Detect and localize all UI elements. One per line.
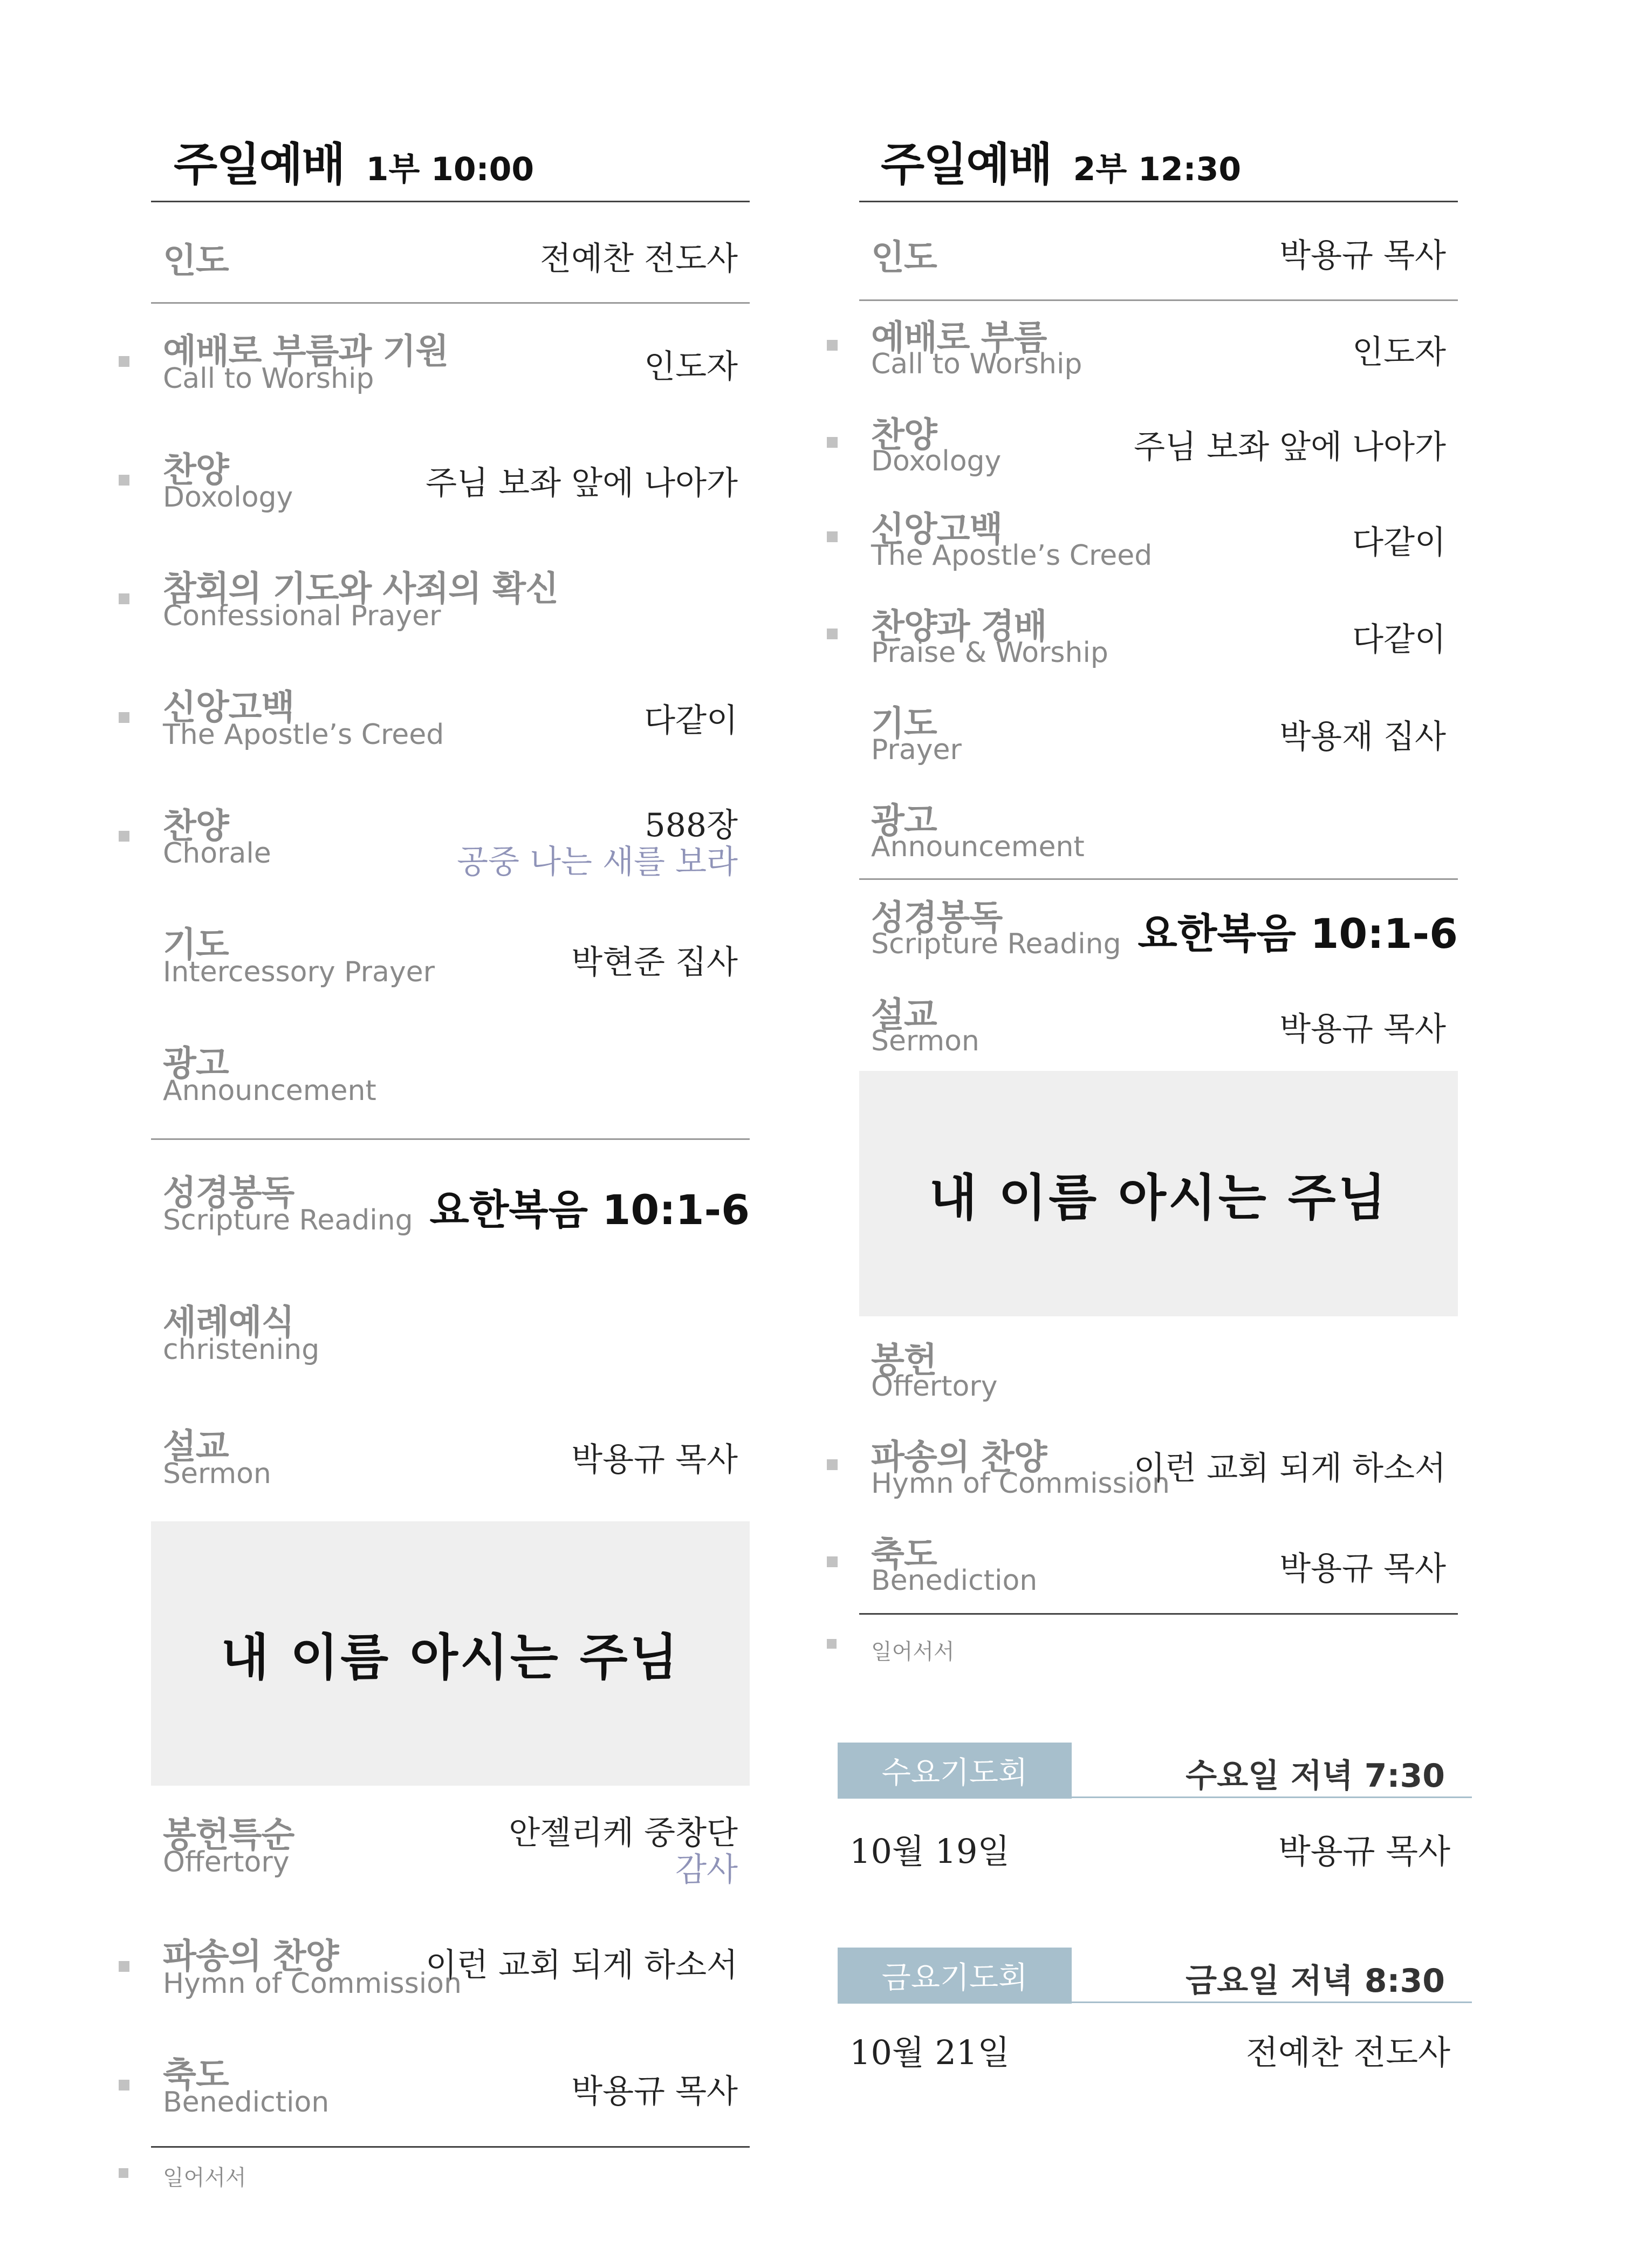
bullet-icon: [827, 1556, 838, 1567]
sermon-title: 내 이름 아시는 주님: [221, 1629, 680, 1686]
item-kr: 파송의 찬양: [871, 1438, 1047, 1478]
item-value: 박용규 목사: [1279, 1550, 1446, 1588]
scripture-ref: 요한복음 10:1-6: [429, 1186, 750, 1234]
item-value: 인도자: [644, 348, 738, 386]
note-text: 일어서서: [871, 1639, 955, 1664]
sermon-title-box: [859, 1071, 1458, 1316]
leader-label: 인도: [163, 241, 229, 281]
item-en: Doxology: [163, 481, 293, 514]
sermon-title: 내 이름 아시는 주님: [929, 1169, 1388, 1227]
item-value: 인도자: [1352, 333, 1446, 371]
item-kr: 찬양과 경배: [871, 607, 1047, 647]
leader-value: 전예찬 전도사: [540, 240, 738, 278]
bullet-icon: [119, 712, 129, 723]
item-value: 박용재 집사: [1279, 718, 1446, 756]
divider: [859, 299, 1458, 301]
service-title: 주일예배: [174, 138, 345, 191]
item-kr: 봉헌특순: [163, 1815, 294, 1855]
item-value-sub: 감사: [675, 1851, 738, 1889]
item-en: The Apostle’s Creed: [163, 719, 444, 751]
item-en: Announcement: [163, 1075, 376, 1107]
service-time: 2부 12:30: [1073, 151, 1242, 188]
item-en: Scripture Reading: [163, 1204, 413, 1237]
wednesday-divider: [838, 1796, 1472, 1798]
item-kr: 광고: [163, 1044, 229, 1084]
item-en: Chorale: [163, 837, 271, 870]
wednesday-date: 10월 19일: [849, 1832, 1010, 1871]
scripture-ref: 요한복음 10:1-6: [1137, 910, 1458, 958]
item-en: Doxology: [871, 445, 1002, 477]
item-value: 이런 교회 되게 하소서: [1134, 1450, 1446, 1487]
bullet-icon: [827, 1459, 838, 1470]
item-en: Hymn of Commission: [871, 1467, 1170, 1500]
footer-divider: [151, 2146, 750, 2148]
item-kr: 참회의 기도와 사죄의 확신: [163, 569, 558, 609]
item-kr: 축도: [163, 2055, 229, 2095]
bullet-icon: [827, 629, 838, 639]
wednesday-tag: 수요기도회: [838, 1743, 1072, 1799]
hymn-title: 공중 나는 새를 보라: [457, 843, 738, 881]
item-en: Call to Worship: [871, 348, 1082, 380]
item-en: Scripture Reading: [871, 928, 1121, 960]
bullet-icon: [827, 437, 838, 448]
hymn-number: 588장: [645, 807, 738, 844]
item-value: 다같이: [1352, 621, 1446, 659]
service-time: 1부 10:00: [366, 151, 534, 188]
wednesday-leader: 박용규 목사: [1278, 1832, 1450, 1871]
item-kr: 설교: [871, 995, 937, 1035]
item-en: Offertory: [163, 1846, 290, 1878]
divider: [859, 878, 1458, 880]
leader-value: 박용규 목사: [1279, 237, 1446, 275]
bullet-icon: [827, 531, 838, 542]
bullet-icon: [827, 340, 838, 351]
bullet-icon: [119, 2168, 128, 2178]
footer-divider: [859, 1613, 1458, 1615]
item-en: Praise & Worship: [871, 637, 1108, 669]
bullet-icon: [119, 2080, 129, 2091]
item-kr: 예배로 부름: [871, 318, 1047, 358]
item-en: Sermon: [871, 1025, 979, 1057]
item-kr: 찬양: [871, 415, 937, 455]
friday-time: 금요일 저녁 8:30: [1185, 1962, 1445, 2000]
item-kr: 축도: [871, 1535, 937, 1575]
item-value: 주님 보좌 앞에 나아가: [426, 464, 738, 502]
item-value: 다같이: [1352, 524, 1446, 562]
bullet-icon: [119, 475, 129, 486]
friday-tag: 금요기도회: [838, 1948, 1072, 2004]
bullet-icon: [119, 1961, 129, 1972]
item-value: 박용규 목사: [1279, 1010, 1446, 1048]
item-kr: 기도: [163, 925, 229, 965]
item-en: Intercessory Prayer: [163, 956, 435, 988]
item-kr: 찬양: [163, 807, 229, 846]
item-en: Prayer: [871, 734, 962, 766]
item-en: Announcement: [871, 831, 1085, 863]
item-kr: 신앙고백: [871, 510, 1003, 550]
bullet-icon: [119, 831, 129, 842]
item-kr: 예배로 부름과 기원: [163, 332, 449, 372]
item-en: Hymn of Commission: [163, 1968, 462, 2000]
item-en: Benediction: [871, 1565, 1038, 1597]
item-value: 다같이: [644, 702, 738, 740]
item-value: 이런 교회 되게 하소서: [426, 1946, 738, 1984]
item-kr: 신앙고백: [163, 688, 294, 728]
item-kr: 세례예식: [163, 1303, 294, 1343]
item-value: 박용규 목사: [571, 2073, 738, 2110]
item-kr: 성경봉독: [871, 898, 1003, 938]
item-kr: 성경봉독: [163, 1173, 294, 1213]
item-value: 박용규 목사: [571, 1441, 738, 1479]
item-kr: 기도: [871, 704, 937, 744]
header-divider: [151, 201, 750, 202]
item-en: christening: [163, 1334, 320, 1366]
item-kr: 설교: [163, 1427, 229, 1467]
service-1-header: [174, 128, 534, 191]
friday-divider: [838, 2001, 1472, 2003]
sermon-title-box: [151, 1521, 750, 1786]
item-en: Offertory: [871, 1370, 998, 1403]
item-en: Benediction: [163, 2086, 330, 2119]
header-divider: [859, 201, 1458, 202]
item-en: The Apostle’s Creed: [871, 539, 1153, 572]
leader-label: 인도: [871, 238, 937, 278]
bullet-icon: [827, 1639, 837, 1649]
wednesday-time: 수요일 저녁 7:30: [1185, 1757, 1445, 1795]
item-en: Call to Worship: [163, 363, 374, 395]
item-kr: 광고: [871, 801, 937, 841]
bullet-icon: [119, 356, 129, 367]
leader-row: [151, 216, 750, 302]
item-value: 박현준 집사: [571, 944, 738, 981]
item-kr: 봉헌: [871, 1341, 937, 1381]
item-kr: 찬양: [163, 450, 229, 490]
note-text: 일어서서: [163, 2165, 246, 2190]
item-kr: 파송의 찬양: [163, 1937, 339, 1977]
item-value: 안젤리케 중창단: [509, 1814, 738, 1852]
item-en: Sermon: [163, 1458, 271, 1490]
item-value: 주님 보좌 앞에 나아가: [1134, 428, 1446, 466]
friday-leader: 전예찬 전도사: [1245, 2033, 1450, 2072]
bullet-icon: [119, 593, 129, 604]
service-2-header: [881, 128, 1242, 191]
service-title: 주일예배: [881, 138, 1052, 191]
item-en: Confessional Prayer: [163, 600, 441, 632]
divider: [151, 302, 750, 304]
divider: [151, 1138, 750, 1140]
leader-row: [859, 216, 1458, 297]
friday-date: 10월 21일: [849, 2033, 1010, 2072]
